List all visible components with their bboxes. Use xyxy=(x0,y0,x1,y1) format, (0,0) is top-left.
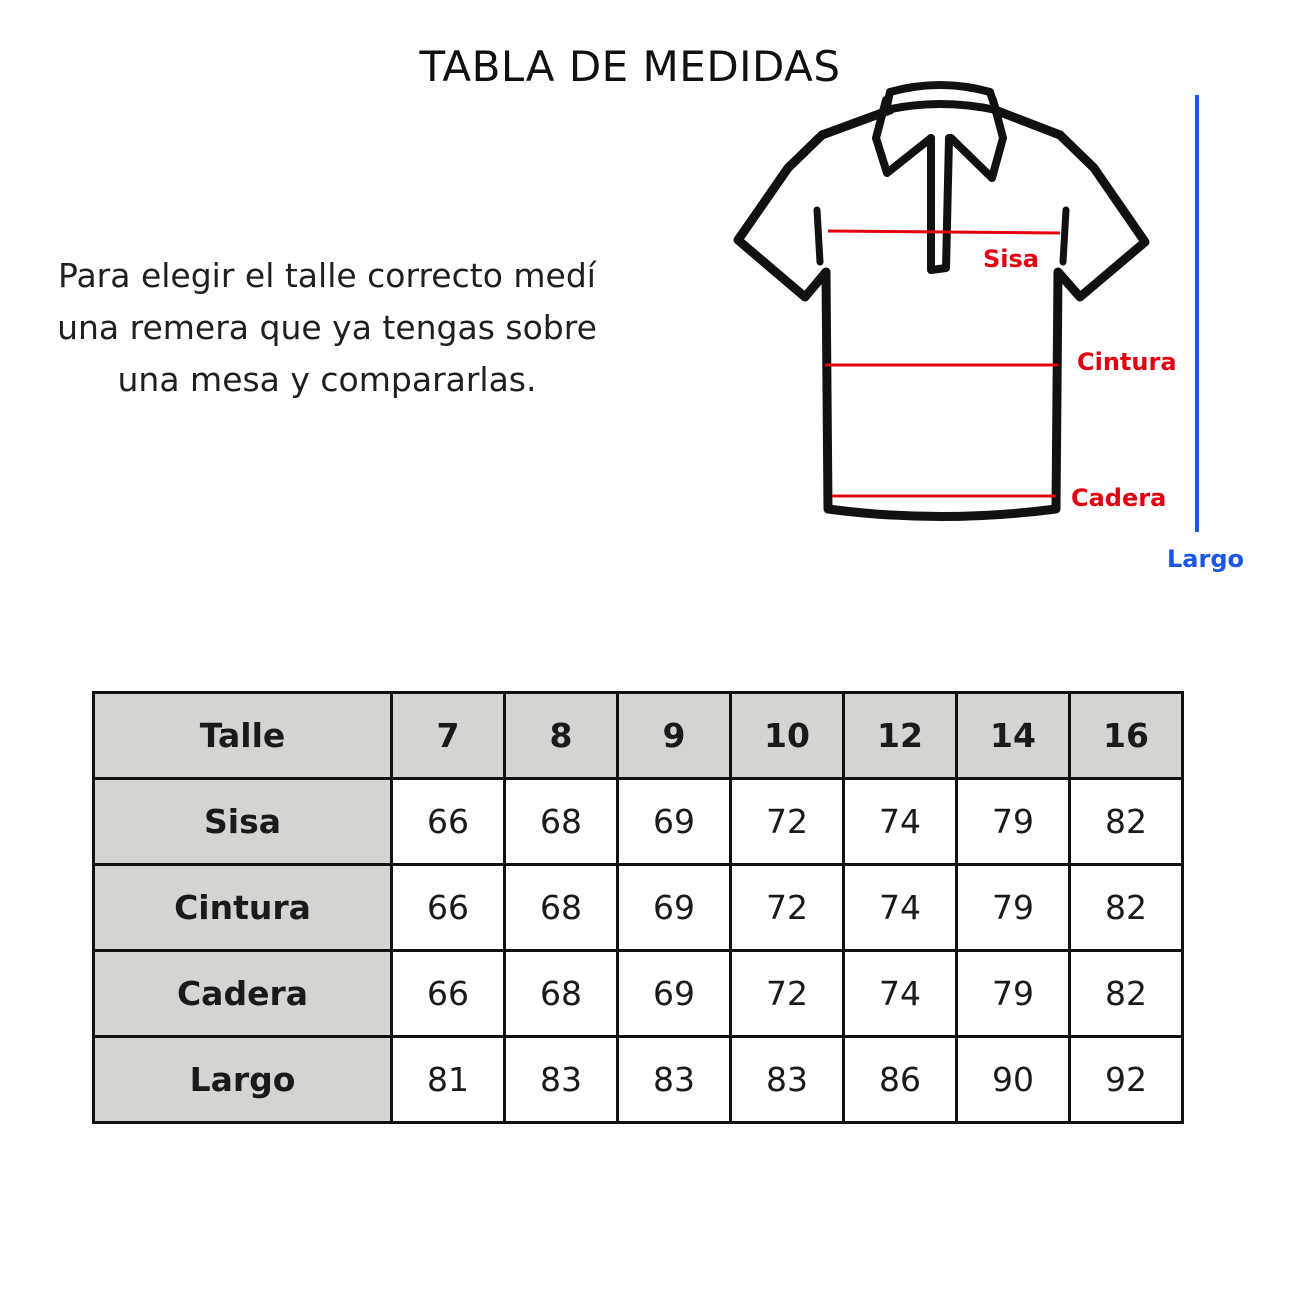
value-cell: 69 xyxy=(618,779,731,865)
page-title: TABLA DE MEDIDAS xyxy=(419,42,841,91)
value-cell: 92 xyxy=(1070,1037,1183,1123)
value-cell: 82 xyxy=(1070,951,1183,1037)
value-cell: 82 xyxy=(1070,779,1183,865)
header-label-cell: Talle xyxy=(94,693,392,779)
row-label-cell: Largo xyxy=(94,1037,392,1123)
size-header-cell: 16 xyxy=(1070,693,1183,779)
value-cell: 69 xyxy=(618,865,731,951)
placket-icon xyxy=(931,138,949,270)
intro-line: una mesa y compararlas. xyxy=(117,360,537,399)
value-cell: 74 xyxy=(844,951,957,1037)
value-cell: 79 xyxy=(957,865,1070,951)
shirt-diagram xyxy=(0,0,1300,640)
value-cell: 86 xyxy=(844,1037,957,1123)
collar-right-icon xyxy=(951,100,1003,178)
row-label-cell: Cadera xyxy=(94,951,392,1037)
value-cell: 68 xyxy=(505,779,618,865)
value-cell: 81 xyxy=(392,1037,505,1123)
value-cell: 82 xyxy=(1070,865,1183,951)
size-header-cell: 10 xyxy=(731,693,844,779)
value-cell: 83 xyxy=(618,1037,731,1123)
shirt-outline xyxy=(738,110,1145,517)
table-row xyxy=(94,779,1183,865)
row-label-cell: Cintura xyxy=(94,865,392,951)
value-cell: 74 xyxy=(844,865,957,951)
largo-label: Largo xyxy=(1167,545,1244,573)
value-cell: 69 xyxy=(618,951,731,1037)
value-cell: 72 xyxy=(731,951,844,1037)
value-cell: 83 xyxy=(731,1037,844,1123)
table-header-row xyxy=(94,693,1183,779)
size-header-cell: 14 xyxy=(957,693,1070,779)
value-cell: 66 xyxy=(392,779,505,865)
size-table xyxy=(92,691,1184,1124)
value-cell: 66 xyxy=(392,951,505,1037)
sisa-line xyxy=(828,231,1060,233)
value-cell: 66 xyxy=(392,865,505,951)
value-cell: 74 xyxy=(844,779,957,865)
table-row xyxy=(94,951,1183,1037)
size-header-cell: 9 xyxy=(618,693,731,779)
size-header-cell: 7 xyxy=(392,693,505,779)
value-cell: 68 xyxy=(505,865,618,951)
size-header-cell: 8 xyxy=(505,693,618,779)
intro-line: una remera que ya tengas sobre xyxy=(57,308,597,347)
sisa-label: Sisa xyxy=(983,245,1039,273)
value-cell: 83 xyxy=(505,1037,618,1123)
row-label-cell: Sisa xyxy=(94,779,392,865)
value-cell: 72 xyxy=(731,865,844,951)
collar-left-icon xyxy=(876,100,931,173)
table-row xyxy=(94,865,1183,951)
value-cell: 72 xyxy=(731,779,844,865)
value-cell: 90 xyxy=(957,1037,1070,1123)
value-cell: 68 xyxy=(505,951,618,1037)
value-cell: 79 xyxy=(957,951,1070,1037)
value-cell: 79 xyxy=(957,779,1070,865)
sleeve-seam-right xyxy=(1063,210,1066,262)
table-row xyxy=(94,1037,1183,1123)
collar-icon xyxy=(886,85,996,110)
intro-line: Para elegir el talle correcto medí xyxy=(58,256,596,295)
sleeve-seam-left xyxy=(817,210,820,262)
cadera-label: Cadera xyxy=(1071,484,1167,512)
size-header-cell: 12 xyxy=(844,693,957,779)
cintura-label: Cintura xyxy=(1077,348,1177,376)
